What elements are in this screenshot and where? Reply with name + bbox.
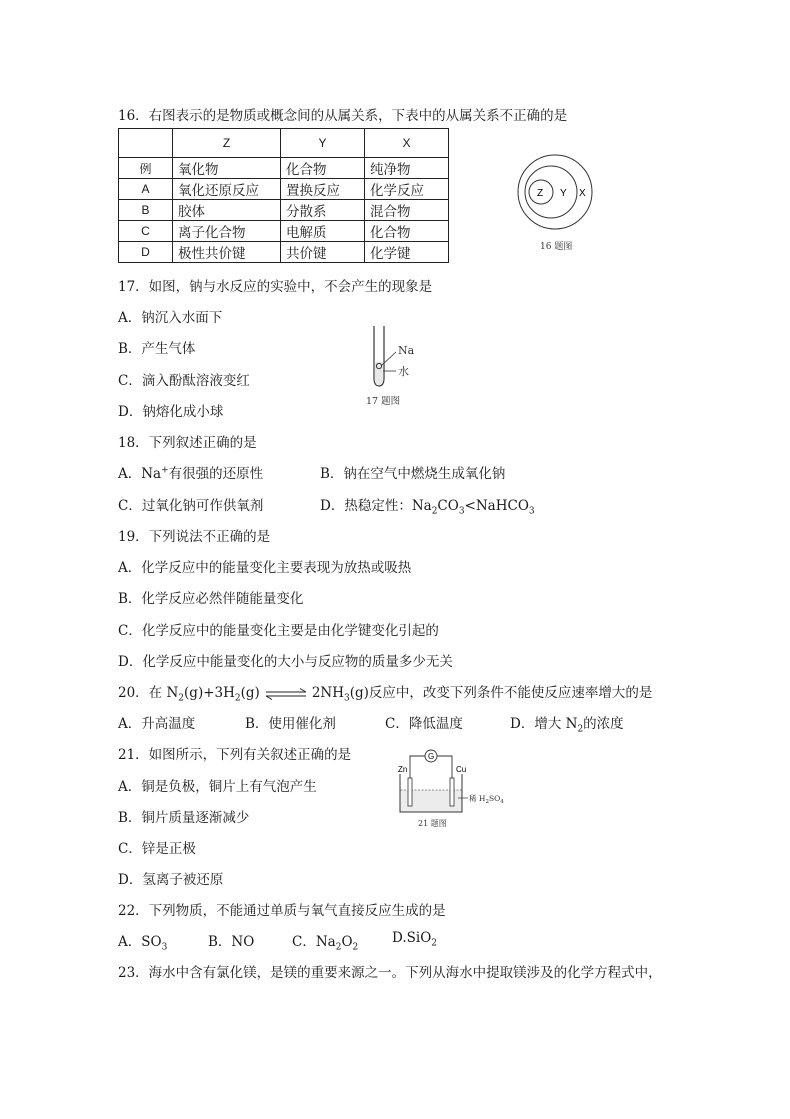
q20-option-c: C．降低温度	[385, 716, 463, 732]
q18-option-a	[118, 462, 263, 482]
q17-option-b: B．产生气体	[118, 341, 196, 357]
q19-option-d: D．化学反应中能量变化的大小与反应物的质量多少无关	[118, 654, 453, 670]
q21-option-a: A．铜是负极，铜片上有气泡产生	[118, 779, 317, 795]
table-cell: C	[119, 221, 173, 242]
superscript: +	[161, 465, 169, 476]
q20-stem	[118, 681, 652, 704]
q19-option-b: B．化学反应必然伴随能量变化	[118, 591, 304, 607]
subscript: 2	[335, 942, 342, 953]
na-label: Na	[398, 344, 415, 357]
q21-galvanic-cell-figure	[362, 746, 512, 830]
table-cell: 纯净物	[365, 158, 449, 179]
text: 有很强的还原性	[168, 466, 264, 482]
table-header-row	[119, 129, 449, 158]
q18-option-c: C．过氧化钠可作供氧剂	[118, 498, 264, 514]
subscript: 2	[178, 693, 185, 704]
q21-stem: 21．如图所示，下列有关叙述正确的是	[118, 747, 352, 763]
table-row	[119, 158, 449, 179]
q17-option-c: C．滴入酚酞溶液变红	[118, 373, 250, 389]
text: C．Na	[292, 934, 336, 950]
text: SO	[488, 794, 501, 803]
subscript: 3	[344, 693, 350, 704]
q22-option-c	[292, 930, 358, 953]
q23-stem: 23．海水中含有氯化镁，是镁的重要来源之一。下列从海水中提取镁涉及的化学方程式中，	[118, 965, 662, 981]
text: 2NH	[311, 685, 344, 701]
q22-option-d	[392, 930, 437, 949]
q17-option-a: A．钠沉入水面下	[118, 310, 223, 326]
subscript: 2	[431, 938, 438, 949]
q18-stem: 18．下列叙述正确的是	[118, 435, 257, 451]
table-cell: 置换反应	[281, 179, 365, 200]
cu-electrode	[450, 778, 454, 806]
table-cell: 共价键	[281, 242, 365, 263]
q18-option-d	[320, 494, 535, 517]
table-cell: 化学反应	[365, 179, 449, 200]
q17-option-d: D．钠熔化成小球	[118, 404, 224, 420]
table-cell: B	[119, 200, 173, 221]
zn-electrode	[408, 778, 412, 806]
water-label: 水	[398, 365, 409, 378]
subscript: 2	[431, 506, 438, 517]
subscript: 3	[161, 942, 168, 953]
q16-nested-circles-figure	[510, 150, 600, 260]
zn-label: Zn	[398, 765, 408, 774]
wire-right	[437, 756, 452, 778]
table-cell: 例	[119, 158, 173, 179]
table-row	[119, 179, 449, 200]
q17-stem: 17．如图，钠与水反应的实验中，不会产生的现象是	[118, 279, 433, 295]
text: D．增大 N	[510, 716, 578, 732]
equilibrium-arrow-icon	[264, 688, 308, 700]
figure-caption: 17 题图	[366, 396, 401, 407]
text: A．SO	[118, 934, 162, 950]
text: 的浓度	[583, 716, 624, 732]
table-cell: 分散系	[281, 200, 365, 221]
q20-option-d	[510, 712, 624, 735]
label-y: Y	[560, 188, 567, 199]
q22-option-a	[118, 930, 167, 953]
label-z: Z	[537, 188, 544, 199]
table-cell: 化合物	[281, 158, 365, 179]
text: 稀 H	[469, 794, 486, 803]
text: (g)	[240, 685, 260, 701]
table-header-cell	[119, 129, 173, 158]
subscript: 4	[500, 799, 504, 805]
q19-option-a: A．化学反应中的能量变化主要表现为放热或吸热	[118, 560, 412, 576]
table-cell: 混合物	[365, 200, 449, 221]
subscript: 3	[458, 506, 465, 517]
label-x: X	[579, 188, 586, 199]
q20-option-b: B．使用催化剂	[245, 716, 336, 732]
subscript: 2	[234, 693, 241, 704]
table-cell: A	[119, 179, 173, 200]
subscript: 3	[528, 506, 535, 517]
subscript: 2	[352, 942, 359, 953]
table-row	[119, 242, 449, 263]
table-cell: D	[119, 242, 173, 263]
q17-test-tube-figure	[360, 322, 430, 410]
table-row	[119, 200, 449, 221]
cu-label: Cu	[456, 765, 467, 774]
text: 20．在 N	[118, 685, 179, 701]
q18-option-b: B．钠在空气中燃烧生成氧化钠	[320, 466, 506, 482]
text: <NaHCO	[464, 498, 529, 514]
q22-stem: 22．下列物质，不能通过单质与氧气直接反应生成的是	[118, 903, 446, 919]
figure-caption: 16 题图	[540, 242, 573, 252]
q21-option-d: D．氢离子被还原	[118, 872, 224, 888]
figure-caption: 21 题图	[418, 819, 447, 828]
q21-option-c: C．锌是正极	[118, 841, 196, 857]
acid-label	[469, 793, 504, 805]
table-cell: 胶体	[173, 200, 281, 221]
circle-y	[525, 166, 577, 218]
q16-stem: 16．右图表示的是物质或概念间的从属关系，下表中的从属关系不正确的是	[118, 108, 568, 124]
q20-option-a: A．升高温度	[118, 716, 196, 732]
table-cell: 化合物	[365, 221, 449, 242]
table-header-cell: Z	[173, 129, 281, 158]
q22-option-b: B．NO	[208, 934, 255, 950]
text: (g)反应中，改变下列条件不能使反应速率增大的是	[349, 685, 653, 701]
q19-option-c: C．化学反应中的能量变化主要是由化学键变化引起的	[118, 623, 439, 639]
q19-stem: 19．下列说法不正确的是	[118, 529, 271, 545]
q21-option-b: B．铜片质量逐渐减少	[118, 810, 250, 826]
text: O	[341, 934, 353, 950]
table-cell: 氧化物	[173, 158, 281, 179]
table-cell: 电解质	[281, 221, 365, 242]
text: A．Na	[118, 466, 162, 482]
text: CO	[437, 498, 459, 514]
table-header-cell: X	[365, 129, 449, 158]
table-cell: 离子化合物	[173, 221, 281, 242]
text: D.SiO	[392, 930, 432, 946]
galvanometer-label: G	[428, 752, 435, 761]
subscript: 2	[485, 799, 489, 805]
text: (g)+3H	[184, 685, 235, 701]
table-header-cell: Y	[281, 129, 365, 158]
table-cell: 氧化还原反应	[173, 179, 281, 200]
subscript: 2	[577, 724, 584, 735]
water-fill	[375, 362, 384, 385]
wire-left	[410, 756, 425, 778]
table-row	[119, 221, 449, 242]
table-cell: 化学键	[365, 242, 449, 263]
table-cell: 极性共价键	[173, 242, 281, 263]
text: D．热稳定性：Na	[320, 498, 432, 514]
q16-table	[118, 128, 449, 263]
